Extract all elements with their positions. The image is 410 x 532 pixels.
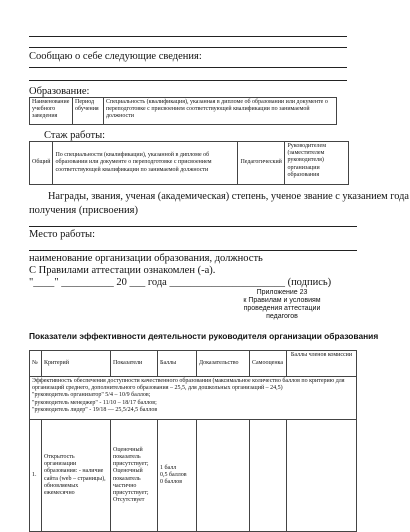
row-self-assessment[interactable] — [250, 420, 287, 532]
awards-line-2: получения (присвоения) — [29, 205, 138, 216]
appendix-line-3: проведения аттестации — [243, 305, 321, 312]
header-points: Баллы — [158, 351, 197, 377]
points-partial: 0,5 баллов — [160, 471, 187, 478]
experience-table — [29, 141, 349, 185]
intro-text: Эффективность обеспечения доступности качественного образования (максимальное количество баллов по критерию для организаций среднего, дополнительного образования – 25,5, для дошкольных организаций – 24,5) — [32, 378, 345, 392]
row-num: 1. — [30, 420, 42, 532]
education-table — [29, 97, 337, 125]
row-criterion: Открытость организации образования: - наличие сайта (web – страницы), обновляемых ежемесячно — [42, 420, 111, 532]
awards-line-1: Награды, звания, ученая (академическая) степень, ученое звание с указанием года — [48, 191, 409, 202]
workplace-label: Место работы: — [29, 229, 96, 240]
appendix-line-4: педагогов — [266, 313, 298, 320]
edu-col-specialty: Специальность (квалификация), указанная в дипломе об образовании или документе о переподготовке с присвоением соответствующей квалификации по занимаемой должности — [104, 98, 337, 125]
section-title: Показатели эффективности деятельности руководителя организации образования — [29, 331, 379, 341]
table-row — [30, 420, 357, 532]
criterion-intro — [30, 377, 357, 420]
blank-line — [29, 250, 357, 251]
blank-line — [29, 67, 347, 68]
row-commission-points[interactable] — [287, 420, 357, 532]
blank-line — [29, 80, 347, 81]
header-num: № — [30, 351, 42, 377]
header-evidence: Доказательство — [197, 351, 250, 377]
edu-col-period: Период обучения — [73, 98, 104, 125]
blank-line — [29, 36, 347, 37]
exp-col-management: Руководителем (заместителем руководителя) организации образования — [285, 142, 349, 185]
appendix-line-2: к Правилам и условиям — [243, 297, 321, 304]
intro-organizer: "руководитель организатор" 5/4 – 10/9 баллов; — [32, 392, 151, 399]
appendix-block — [232, 289, 332, 321]
row-points — [158, 420, 197, 532]
education-label: Образование: — [29, 86, 90, 97]
points-absent: 0 баллов — [160, 479, 183, 486]
blank-line — [29, 226, 357, 227]
rules-acknowledged: С Правилами аттестации ознакомлен (-а). — [29, 265, 216, 276]
intro-leader: "руководитель лидер" - 19/18 — 25,5/24,5 баллов — [32, 406, 158, 413]
header-commission-points: Баллы членов комиссии — [287, 351, 357, 377]
blank-line — [29, 47, 347, 48]
points-present: 1 балл — [160, 464, 177, 471]
intro-manager: "руководитель менеджер" - 11/10 – 18/17 баллов; — [32, 399, 157, 406]
experience-label: Стаж работы: — [44, 130, 106, 141]
row-indicators: Оценочный показатель присутствует; Оценочный показатель частично присутствует; Отсутствует — [111, 420, 158, 532]
header-criterion: Критерий — [42, 351, 111, 377]
row-evidence[interactable] — [197, 420, 250, 532]
org-name-caption: наименование организации образования, должность — [29, 253, 263, 264]
exp-col-pedagogical: Педагогический — [238, 142, 285, 185]
about-label: Сообщаю о себе следующие сведения: — [29, 51, 202, 62]
edu-col-institution: Наименование учебного заведения — [30, 98, 73, 125]
indicators-table — [29, 350, 357, 532]
exp-col-total: Общий — [30, 142, 53, 185]
header-indicators: Показатели — [111, 351, 158, 377]
header-self-assessment: Самооценка — [250, 351, 287, 377]
date-signature-line: "____" __________ 20 ___ года ______________________ (подпись) — [29, 277, 332, 288]
appendix-number: Приложение 23 — [256, 289, 308, 296]
exp-col-specialty: По специальности (квалификации), указанной в дипломе об образовании или документе о переподготовке с присвоением соответствующей квалификации по занимаемой должности — [53, 142, 238, 185]
